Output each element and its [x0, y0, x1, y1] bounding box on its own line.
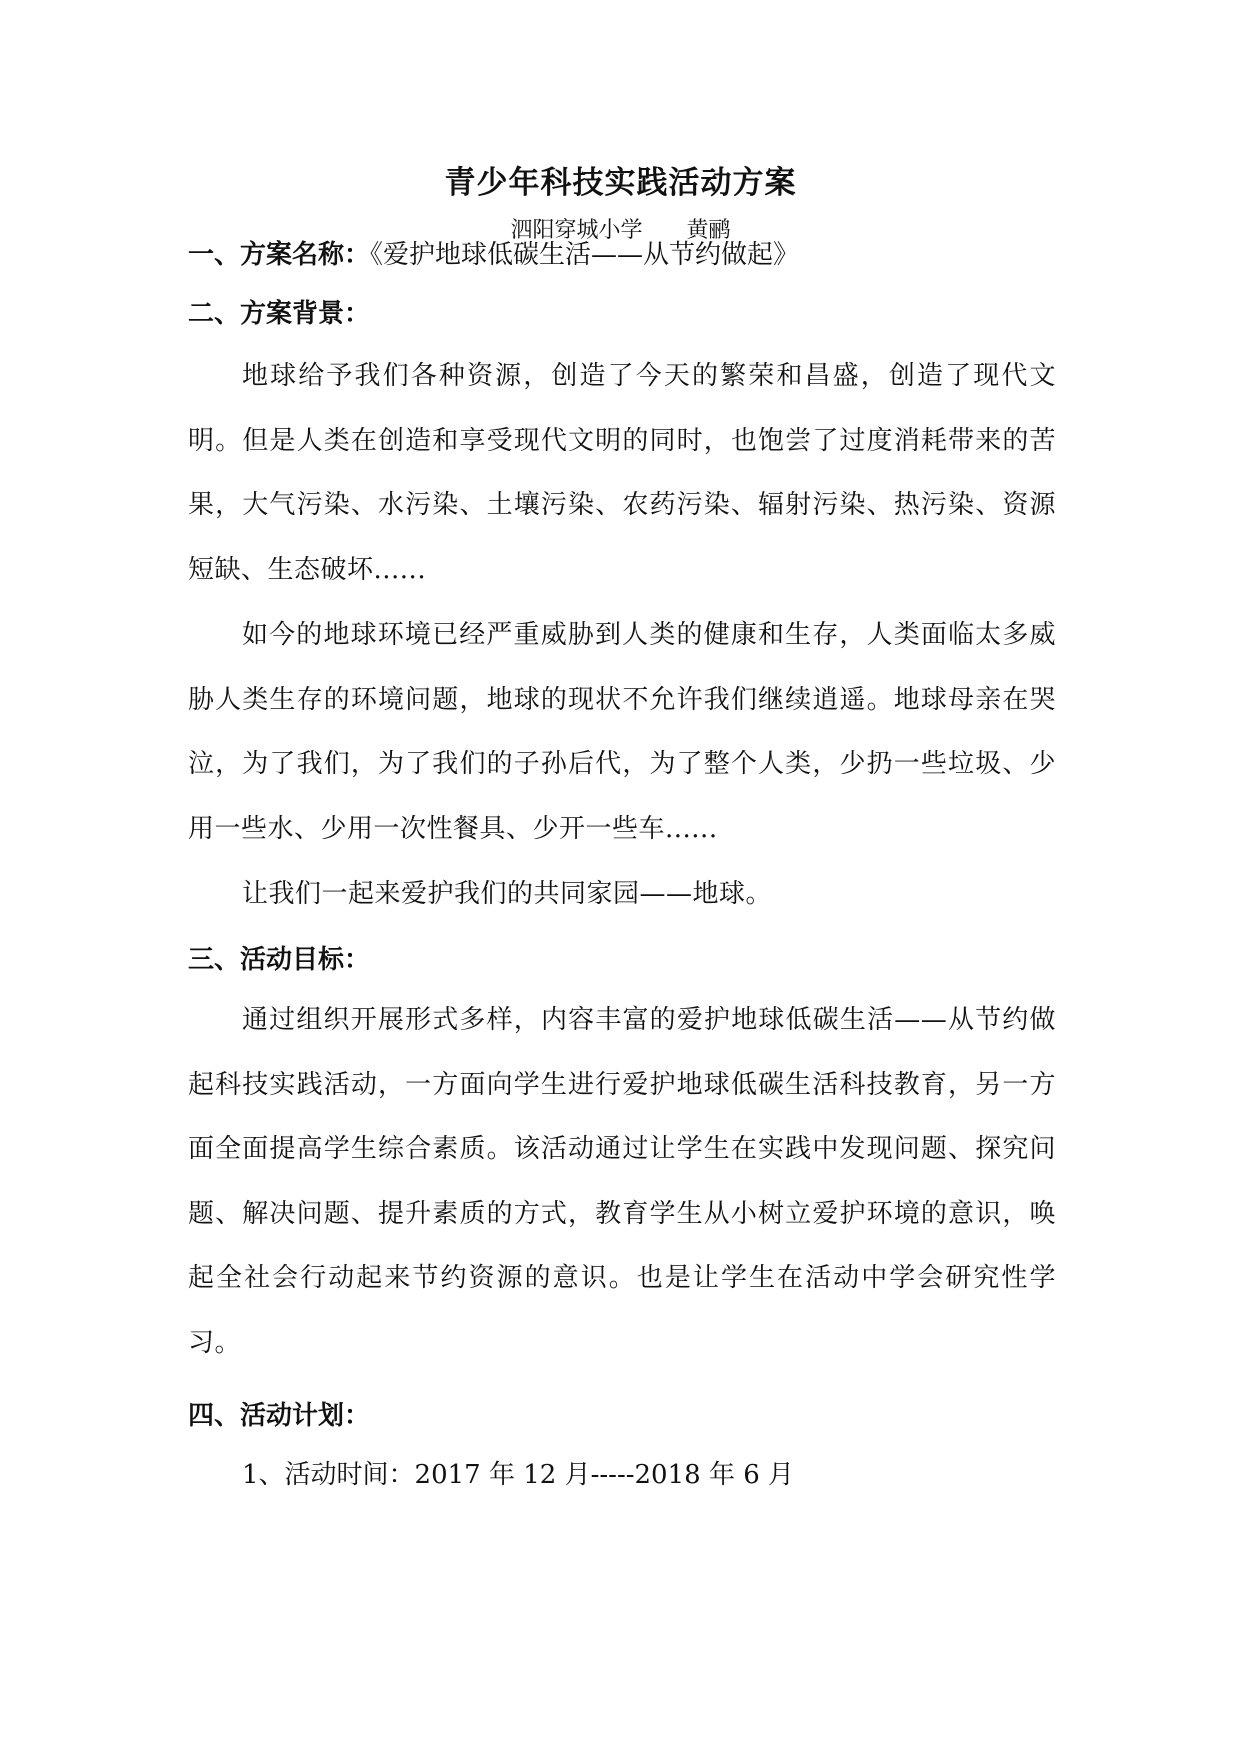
document-title: 青少年科技实践活动方案	[444, 165, 797, 201]
paragraph: 让我们一起来爱护我们的共同家园——地球。	[242, 879, 773, 909]
plan-item: 1、活动时间：2017 年 12 月-----2018 年 6 月	[242, 1460, 795, 1490]
paragraph: 如今的地球环境已经严重威胁到人类的健康和生存，人类面临太多威胁人类生存的环境问题，地球的现状不允许我们继续逍遥。地球母亲在哭泣，为了我们，为了我们的子孙后代，为了整个人类，少扔一些垃圾、少用一些水、少用一次性餐具、少开一些车......	[188, 620, 1056, 844]
section-heading-goals	[188, 940, 370, 980]
paragraph: 地球给予我们各种资源，创造了今天的繁荣和昌盛，创造了现代文明。但是人类在创造和享受现代文明的同时，也饱尝了过度消耗带来的苦果，大气污染、水污染、土壤污染、农药污染、辐射污染、热污染、资源短缺、生态破坏......	[188, 361, 1056, 585]
section-heading-plan	[188, 1396, 370, 1436]
section-label: 三、活动目标：	[188, 945, 371, 975]
section-label: 四、活动计划：	[188, 1401, 371, 1431]
section-label: 一、方案名称：	[188, 240, 371, 270]
section-label: 二、方案背景：	[188, 299, 371, 329]
section-heading-name	[188, 235, 799, 275]
paragraph: 通过组织开展形式多样，内容丰富的爱护地球低碳生活——从节约做起科技实践活动，一方面向学生进行爱护地球低碳生活科技教育，另一方面全面提高学生综合素质。该活动通过让学生在实践中发现问题、探究问题、解决问题、提升素质的方式，教育学生从小树立爱护环境的意识，唤起全社会行动起来节约资源的意识。也是让学生在活动中学会研究性学习。	[188, 1005, 1056, 1358]
author-name: 黄鹂	[686, 218, 731, 243]
school-name: 泗阳穿城小学	[510, 218, 643, 243]
section-heading-background	[188, 294, 370, 334]
scheme-name: 《爱护地球低碳生活——从节约做起》	[370, 240, 800, 270]
